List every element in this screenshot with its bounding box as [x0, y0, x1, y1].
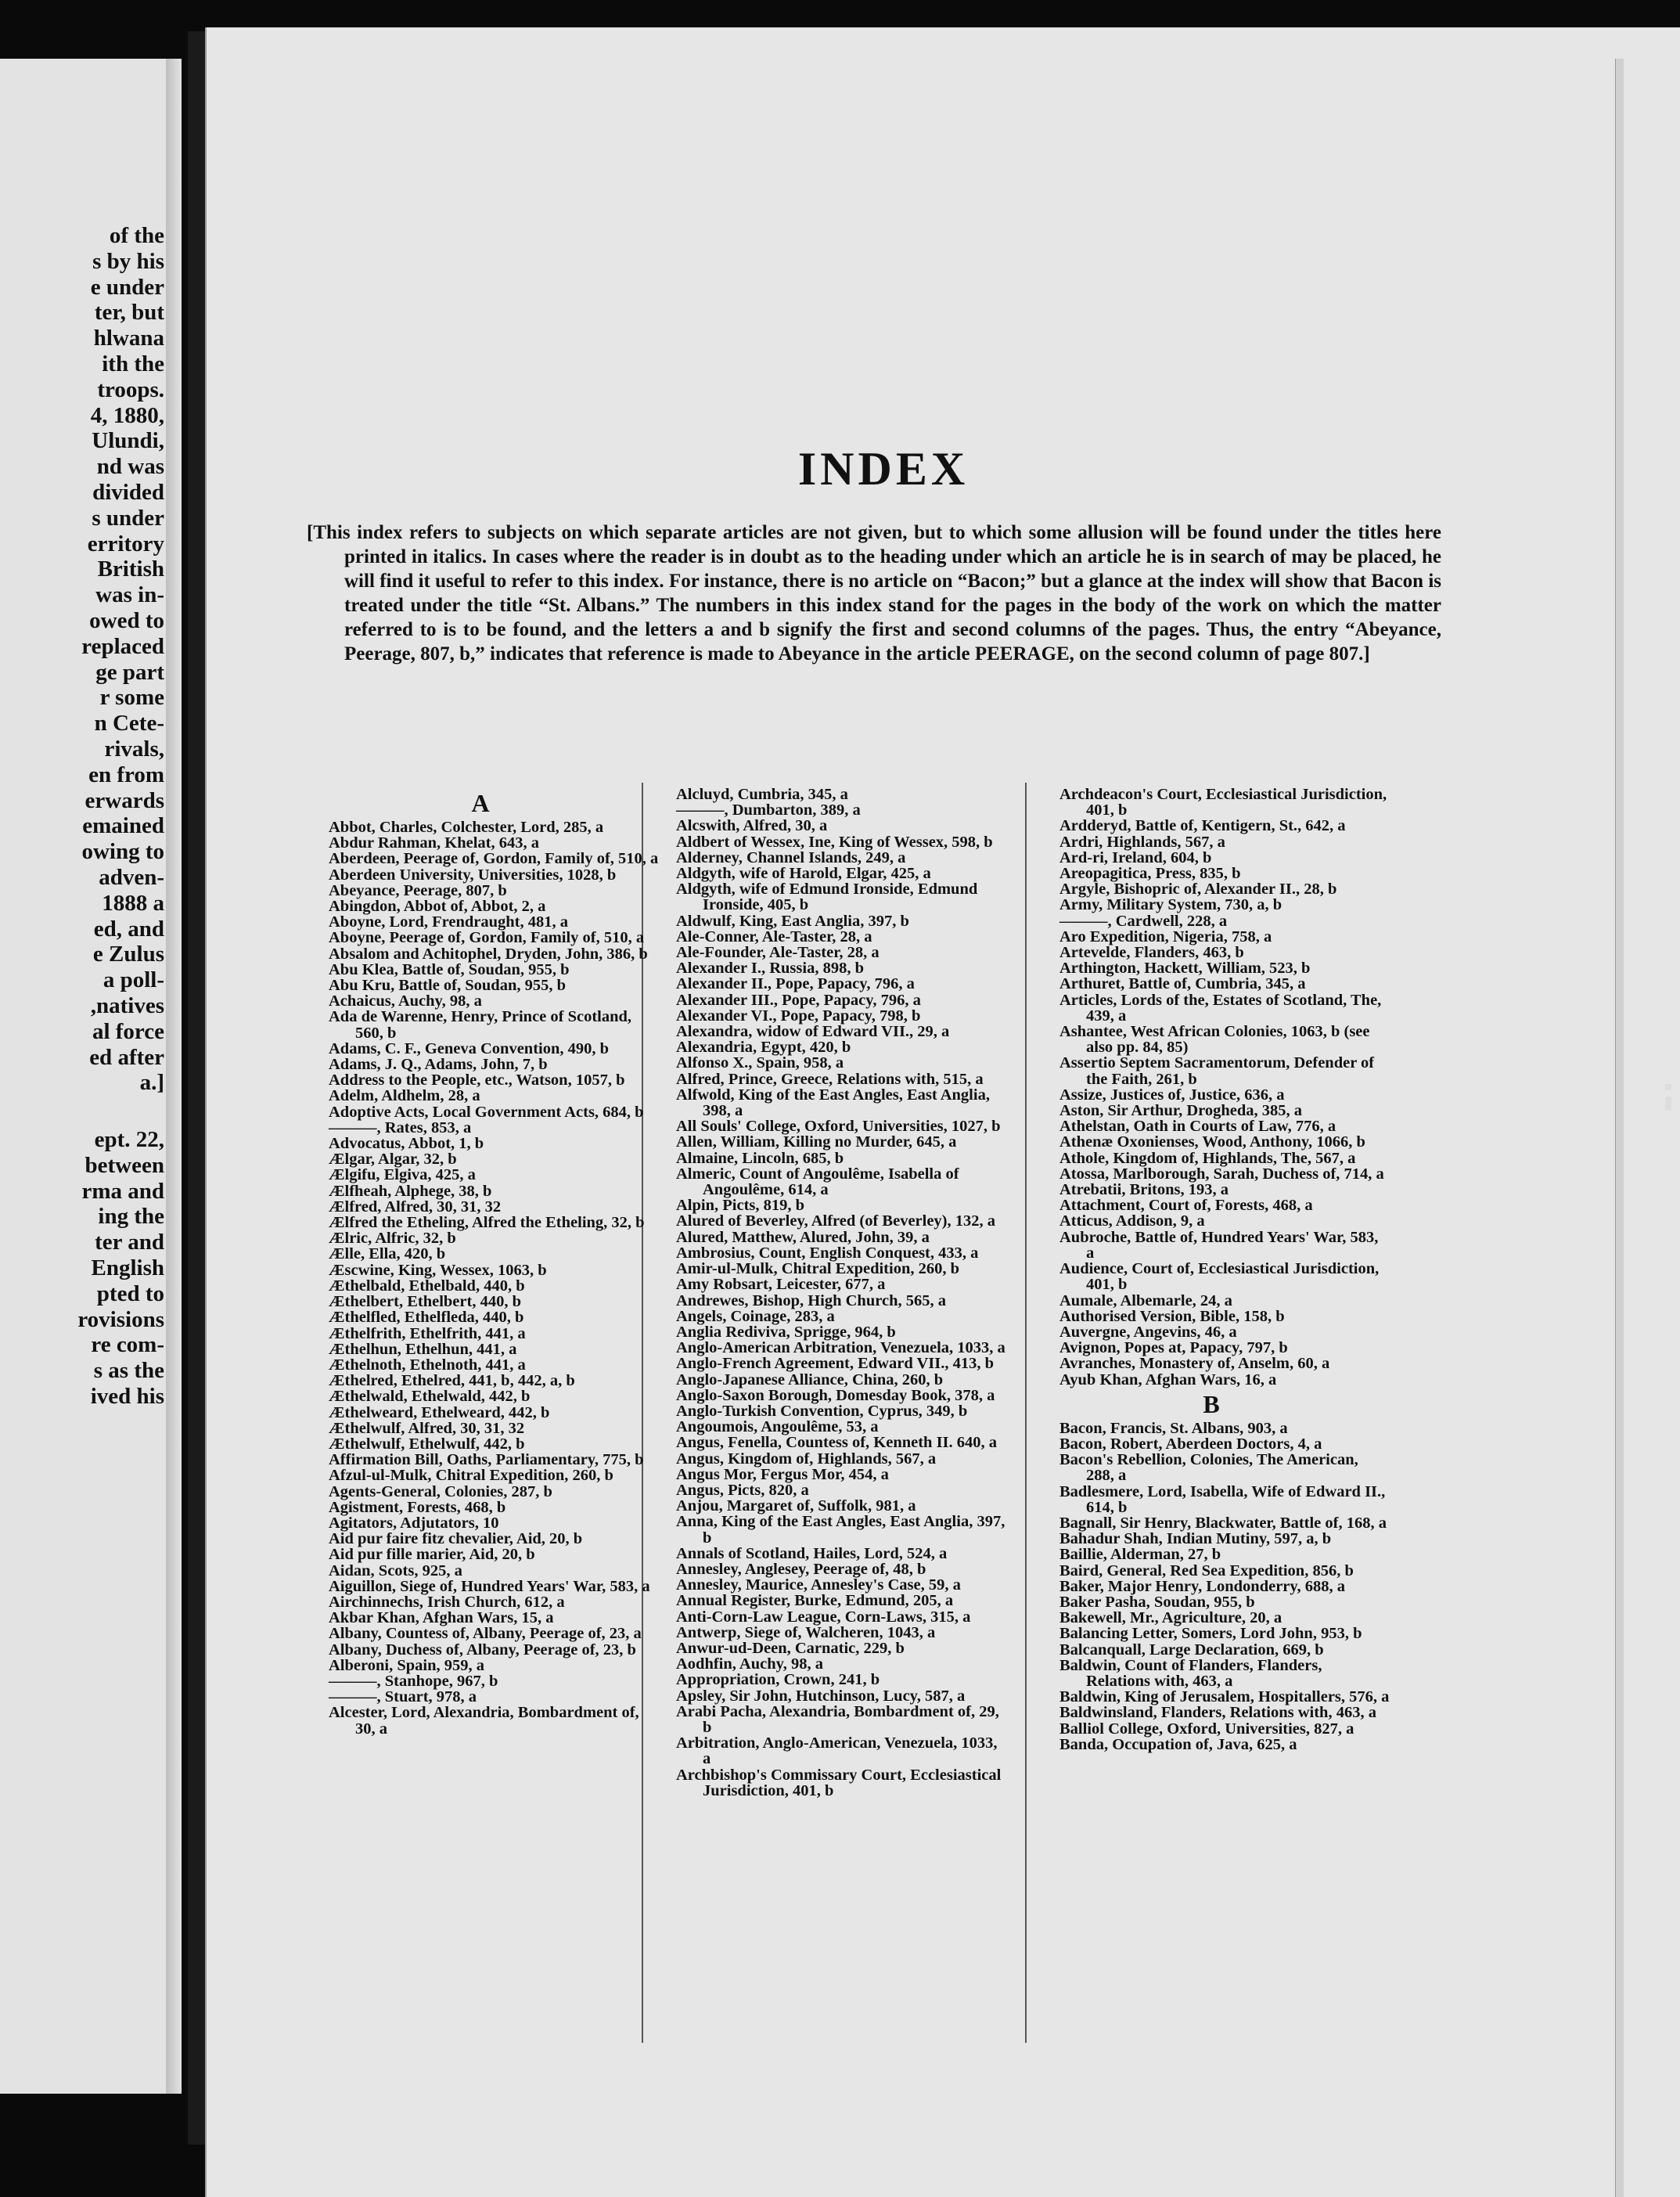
- intro-paragraph: [This index refers to subjects on which separate articles are not given, but to which some allusion will be found under the titles here printed in italics. In cases where the reader is in doubt as to the heading under which an article he is in search of may be placed, he will find it useful to refer to this index. For instance, there is no article on “Bacon;” but a glance at the index will show that Bacon is treated under the title “St. Albans.” The numbers in this index stand for the pages in the body of the work on which the matter referred to is to be found, and the letters a and b signify the first and second columns of the pages. Thus, the entry “Abeyance, Peerage, 807, b,” indicates that reference is made to Abeyance in the article PEERAGE, on the second column of page 807.]: [307, 522, 1441, 665]
- index-entry: ———, Stuart, 978, a: [329, 1688, 477, 1706]
- index-entries: [1033, 787, 1390, 1388]
- left-page-line: rma and: [81, 1178, 164, 1204]
- index-entry: Æscwine, King, Wessex, 1063, b: [329, 1261, 547, 1279]
- index-entry: Alcester, Lord, Alexandria, Bombardment of, 30, a: [329, 1704, 639, 1738]
- left-page-line: a.]: [139, 1070, 164, 1096]
- index-entry: ———, Cardwell, 228, a: [1059, 912, 1228, 930]
- left-page-line: pted to: [96, 1280, 164, 1306]
- left-page-line: rivals,: [104, 736, 164, 762]
- index-entry: Æthelwald, Ethelwald, 442, b: [329, 1388, 531, 1406]
- index-entry: Alderney, Channel Islands, 249, a: [676, 848, 906, 866]
- index-entry: Bacon's Rebellion, Colonies, The American, 288, a: [1059, 1451, 1358, 1485]
- index-entry: Aodhfin, Auchy, 98, a: [676, 1655, 823, 1673]
- left-page-line: British: [97, 556, 164, 582]
- index-entry: Aiguillon, Siege of, Hundred Years' War, 583, a: [329, 1577, 650, 1595]
- index-entry: Archdeacon's Court, Ecclesiastical Jurisdiction, 401, b: [1059, 786, 1387, 819]
- index-entry: Agistment, Forests, 468, b: [329, 1498, 506, 1516]
- index-entry: Assize, Justices of, Justice, 636, a: [1059, 1086, 1285, 1104]
- left-page-line: nd was: [96, 454, 164, 480]
- index-entry: Aldgyth, wife of Harold, Elgar, 425, a: [676, 865, 931, 883]
- index-entry: Baird, General, Red Sea Expedition, 856, b: [1059, 1561, 1354, 1579]
- index-entry: Alcluyd, Cumbria, 345, a: [676, 786, 848, 803]
- index-entry: Anti-Corn-Law League, Corn-Laws, 315, a: [676, 1608, 971, 1626]
- left-page-line: between: [85, 1152, 164, 1178]
- left-page-text: [0, 223, 164, 1410]
- left-page-line: of the: [109, 223, 164, 248]
- index-entry: Archbishop's Commissary Court, Ecclesiastical Jurisdiction, 401, b: [676, 1766, 1002, 1799]
- index-entry: Almaine, Lincoln, 685, b: [676, 1149, 844, 1167]
- left-page-line: n Cete-: [94, 711, 164, 737]
- scan-mark: [1665, 1084, 1671, 1111]
- index-entry: Anna, King of the East Angles, East Anglia, 397, b: [676, 1513, 1005, 1547]
- index-entry: Angels, Coinage, 283, a: [676, 1307, 835, 1325]
- index-entry: Anwur-ud-Deen, Carnatic, 229, b: [676, 1639, 905, 1657]
- index-entry: Ale-Conner, Ale-Taster, 28, a: [676, 927, 872, 945]
- index-entry: Alcswith, Alfred, 30, a: [676, 817, 828, 835]
- index-entry: Atossa, Marlborough, Sarah, Duchess of, 714, a: [1059, 1165, 1384, 1183]
- index-entry: Agitators, Adjutators, 10: [329, 1514, 499, 1532]
- index-entry: Audience, Court of, Ecclesiastical Jurisdiction, 401, b: [1059, 1260, 1380, 1294]
- index-entry: Army, Military System, 730, a, b: [1059, 896, 1282, 914]
- index-entry: Æthelred, Ethelred, 441, b, 442, a, b: [329, 1372, 575, 1390]
- index-entry: Ardri, Highlands, 567, a: [1059, 833, 1225, 851]
- left-page-line: ed, and: [93, 916, 164, 942]
- index-entry: Baker, Major Henry, Londonderry, 688, a: [1059, 1577, 1346, 1595]
- index-entry: Aston, Sir Arthur, Drogheda, 385, a: [1059, 1102, 1303, 1120]
- left-page-line: ing the: [98, 1204, 164, 1230]
- left-page-line: was in-: [95, 582, 164, 608]
- index-entry: Alexandra, widow of Edward VII., 29, a: [676, 1023, 950, 1041]
- index-entry: Annesley, Maurice, Annesley's Case, 59, a: [676, 1576, 961, 1594]
- index-entry: Alberoni, Spain, 959, a: [329, 1656, 484, 1674]
- index-entry: Afzul-ul-Mulk, Chitral Expedition, 260, b: [329, 1467, 613, 1485]
- index-entry: Anglia Rediviva, Sprigge, 964, b: [676, 1323, 896, 1341]
- index-entry: Athelstan, Oath in Courts of Law, 776, a: [1059, 1118, 1336, 1136]
- left-page-line: ,natives: [90, 992, 164, 1018]
- index-entry: Areopagitica, Press, 835, b: [1059, 865, 1241, 883]
- index-entry: All Souls' College, Oxford, Universities, 1027, b: [676, 1118, 1001, 1136]
- index-entry: Bahadur Shah, Indian Mutiny, 597, a, b: [1059, 1530, 1332, 1548]
- index-entry: Aldwulf, King, East Anglia, 397, b: [676, 912, 909, 930]
- index-entry: Anglo-Japanese Alliance, China, 260, b: [676, 1370, 944, 1388]
- index-entry: Anglo-French Agreement, Edward VII., 413, b: [676, 1355, 995, 1373]
- left-page-line: owed to: [89, 607, 164, 633]
- index-entry: Appropriation, Crown, 241, b: [676, 1671, 880, 1689]
- index-entry: Aberdeen University, Universities, 1028, b: [329, 866, 617, 884]
- index-entry: Artevelde, Flanders, 463, b: [1059, 944, 1244, 962]
- section-letter-b: B: [1203, 1389, 1220, 1418]
- left-page-line: Ulundi,: [92, 428, 164, 454]
- index-entry: Alured, Matthew, Alured, John, 39, a: [676, 1228, 930, 1246]
- index-entry: Assertio Septem Sacramentorum, Defender of the Faith, 261, b: [1059, 1054, 1375, 1088]
- index-entry: Ayub Khan, Afghan Wars, 16, a: [1059, 1370, 1277, 1388]
- index-entry: Banda, Occupation of, Java, 625, a: [1059, 1735, 1297, 1753]
- left-page-line: re com-: [91, 1332, 164, 1358]
- index-entry: Badlesmere, Lord, Isabella, Wife of Edward II., 614, b: [1059, 1482, 1386, 1516]
- left-page-line: rovisions: [77, 1306, 164, 1332]
- left-page-line: hlwana: [93, 326, 164, 351]
- left-page-line: s under: [92, 505, 164, 531]
- index-entry: Angus, Fenella, Countess of, Kenneth II. 640, a: [676, 1434, 998, 1452]
- index-entry: Arbitration, Anglo-American, Venezuela, 1033, a: [676, 1734, 998, 1768]
- index-entry: Aid pur fille marier, Aid, 20, b: [329, 1546, 535, 1564]
- index-entry: Ambrosius, Count, English Conquest, 433, a: [676, 1244, 979, 1262]
- index-entry: Aldgyth, wife of Edmund Ironside, Edmund Ironside, 405, b: [676, 881, 978, 914]
- left-page-line: en from: [88, 762, 164, 787]
- index-entry: Ælfred the Etheling, Alfred the Etheling, 32, b: [329, 1214, 645, 1232]
- index-entry: Aro Expedition, Nigeria, 758, a: [1059, 927, 1272, 945]
- index-entry: Avranches, Monastery of, Anselm, 60, a: [1059, 1355, 1330, 1373]
- left-page-line: s as the: [93, 1358, 164, 1384]
- index-entry: Æthelfled, Ethelfleda, 440, b: [329, 1309, 524, 1327]
- index-entry: Ashantee, West African Colonies, 1063, b (see also pp. 84, 85): [1059, 1023, 1370, 1057]
- index-entry: Amir-ul-Mulk, Chitral Expedition, 260, b: [676, 1260, 960, 1278]
- index-entry: Anglo-Saxon Borough, Domesday Book, 378, a: [676, 1386, 995, 1404]
- intro-note: [307, 520, 1441, 666]
- index-entry: Abbot, Charles, Colchester, Lord, 285, a: [329, 819, 604, 836]
- index-entry: Affirmation Bill, Oaths, Parliamentary, 775, b: [329, 1451, 644, 1469]
- index-entry: Andrewes, Bishop, High Church, 565, a: [676, 1291, 946, 1309]
- index-entry: Ard-ri, Ireland, 604, b: [1059, 848, 1212, 866]
- page-edge: [1615, 59, 1624, 2197]
- index-column-1: [302, 787, 659, 1737]
- index-entry: Anglo-Turkish Convention, Cyprus, 349, b: [676, 1402, 968, 1420]
- index-entry: Antwerp, Siege of, Walcheren, 1043, a: [676, 1623, 936, 1641]
- index-entry: Abeyance, Peerage, 807, b: [329, 881, 507, 899]
- index-entry: Baldwinsland, Flanders, Relations with, 463, a: [1059, 1704, 1376, 1722]
- index-entry: Ælfheah, Alphege, 38, b: [329, 1182, 492, 1200]
- index-entry: Æthelwulf, Ethelwulf, 442, b: [329, 1435, 525, 1453]
- left-page-line: ge part: [95, 659, 164, 685]
- index-entry: Airchinnechs, Irish Church, 612, a: [329, 1593, 565, 1611]
- left-page-line: 4, 1880,: [90, 402, 164, 428]
- index-entry: Alexandria, Egypt, 420, b: [676, 1039, 851, 1057]
- left-page-line: erwards: [85, 787, 164, 813]
- index-entry: Aubroche, Battle of, Hundred Years' War, 583, a: [1059, 1228, 1379, 1262]
- page-title: INDEX: [797, 443, 970, 495]
- index-entry: Annesley, Anglesey, Peerage of, 48, b: [676, 1560, 926, 1578]
- index-entry: Aboyne, Lord, Frendraught, 481, a: [329, 913, 569, 931]
- index-entry: Angus, Picts, 820, a: [676, 1481, 809, 1499]
- index-entry: Æthelhun, Ethelhun, 441, a: [329, 1340, 517, 1358]
- index-entry: Akbar Khan, Afghan Wars, 15, a: [329, 1609, 554, 1627]
- index-entry: Albany, Duchess of, Albany, Peerage of, 23, b: [329, 1641, 636, 1659]
- index-entry: Aberdeen, Peerage of, Gordon, Family of, 510, a: [329, 850, 659, 868]
- index-entry: Authorised Version, Bible, 158, b: [1059, 1307, 1285, 1325]
- index-entry: Allen, William, Killing no Murder, 645, a: [676, 1133, 957, 1151]
- index-entry: Æthelbert, Ethelbert, 440, b: [329, 1293, 521, 1311]
- index-entry: Arthington, Hackett, William, 523, b: [1059, 960, 1311, 978]
- index-column-3: [1033, 787, 1390, 1752]
- index-entry: Ælgifu, Elgiva, 425, a: [329, 1166, 476, 1184]
- left-page-line: English: [91, 1255, 164, 1281]
- index-entry: Aumale, Albemarle, 24, a: [1059, 1291, 1232, 1309]
- index-entry: Alfwold, King of the East Angles, East Anglia, 398, a: [676, 1086, 990, 1120]
- index-entry: Attachment, Court of, Forests, 468, a: [1059, 1197, 1313, 1215]
- index-entry: Ælle, Ella, 420, b: [329, 1245, 446, 1263]
- index-entry: Balcanquall, Large Declaration, 669, b: [1059, 1641, 1324, 1659]
- section-letter-a: A: [471, 789, 490, 817]
- index-entry: Abingdon, Abbot of, Abbot, 2, a: [329, 898, 546, 916]
- index-entry: Anjou, Margaret of, Suffolk, 981, a: [676, 1497, 916, 1515]
- index-entry: Æthelbald, Ethelbald, 440, b: [329, 1277, 525, 1295]
- index-entry: Bacon, Robert, Aberdeen Doctors, 4, a: [1059, 1435, 1322, 1453]
- index-entry: Apsley, Sir John, Hutchinson, Lucy, 587, a: [676, 1687, 966, 1705]
- index-entry: Ælric, Alfric, 32, b: [329, 1230, 456, 1248]
- index-entry: Alexander VI., Pope, Papacy, 798, b: [676, 1007, 921, 1025]
- index-entry: Adams, J. Q., Adams, John, 7, b: [329, 1056, 548, 1074]
- left-page-line: replaced: [81, 633, 164, 659]
- left-page-line: ept. 22,: [94, 1127, 164, 1153]
- page-gutter: [166, 59, 182, 2094]
- index-entries: [649, 787, 1006, 1799]
- index-entry: Bakewell, Mr., Agriculture, 20, a: [1059, 1609, 1282, 1627]
- left-page: [0, 59, 182, 2094]
- index-entry: Achaicus, Auchy, 98, a: [329, 992, 482, 1010]
- left-page-line: ith the: [102, 351, 164, 376]
- left-page-line: e under: [90, 274, 164, 300]
- index-entry: Abu Kru, Battle of, Soudan, 955, b: [329, 977, 567, 995]
- index-entry: Amy Robsart, Leicester, 677, a: [676, 1276, 886, 1294]
- left-page-line: a poll-: [103, 967, 164, 993]
- index-entry: Advocatus, Abbot, 1, b: [329, 1135, 484, 1153]
- left-page-line: ived his: [90, 1384, 164, 1410]
- index-entries: [1033, 1421, 1390, 1752]
- index-entry: Ale-Founder, Ale-Taster, 28, a: [676, 944, 880, 962]
- index-entry: Auvergne, Angevins, 46, a: [1059, 1323, 1237, 1341]
- index-entry: Alfred, Prince, Greece, Relations with, 515, a: [676, 1070, 984, 1088]
- index-entry: Atrebatii, Britons, 193, a: [1059, 1181, 1229, 1199]
- index-entry: Balliol College, Oxford, Universities, 827, a: [1059, 1720, 1354, 1738]
- left-page-line: r some: [99, 685, 164, 711]
- index-entry: Ælgar, Algar, 32, b: [329, 1151, 457, 1169]
- index-entry: Aboyne, Peerage of, Gordon, Family of, 510, a: [329, 929, 645, 947]
- index-entry: Baillie, Alderman, 27, b: [1059, 1546, 1221, 1564]
- left-page-line: ter, but: [94, 300, 164, 326]
- right-page: [205, 27, 1680, 2197]
- left-page-line: s by his: [92, 248, 164, 274]
- index-entry: Alexander II., Pope, Papacy, 796, a: [676, 975, 915, 993]
- index-entry: Baldwin, Count of Flanders, Flanders, Relations with, 463, a: [1059, 1656, 1322, 1690]
- left-page-line: ed after: [89, 1044, 164, 1070]
- index-entry: ———, Rates, 853, a: [329, 1118, 472, 1136]
- left-page-line: [0, 1096, 164, 1127]
- index-entry: Atticus, Addison, 9, a: [1059, 1212, 1205, 1230]
- index-entry: Bagnall, Sir Henry, Blackwater, Battle of, 168, a: [1059, 1514, 1387, 1532]
- index-entry: Adoptive Acts, Local Government Acts, 684, b: [329, 1103, 644, 1121]
- index-entry: Address to the People, etc., Watson, 1057, b: [329, 1071, 625, 1089]
- index-entry: Alexander I., Russia, 898, b: [676, 960, 864, 978]
- index-entry: Balancing Letter, Somers, Lord John, 953, b: [1059, 1625, 1362, 1643]
- index-entry: Argyle, Bishopric of, Alexander II., 28, b: [1059, 881, 1337, 899]
- index-entry: Albany, Countess of, Albany, Peerage of, 23, a: [329, 1625, 642, 1643]
- index-entry: Anglo-American Arbitration, Venezuela, 1033, a: [676, 1339, 1005, 1357]
- index-entry: Agents-General, Colonies, 287, b: [329, 1482, 552, 1500]
- index-entry: Aidan, Scots, 925, a: [329, 1561, 462, 1579]
- left-page-line: al force: [92, 1018, 164, 1044]
- index-entry: Aid pur faire fitz chevalier, Aid, 20, b: [329, 1530, 583, 1548]
- index-entry: Bacon, Francis, St. Albans, 903, a: [1059, 1419, 1288, 1437]
- index-entry: Absalom and Achitophel, Dryden, John, 386, b: [329, 945, 648, 963]
- left-page-line: divided: [92, 479, 164, 505]
- index-entry: Æthelweard, Ethelweard, 442, b: [329, 1403, 550, 1421]
- index-entry: Athole, Kingdom of, Highlands, The, 567, a: [1059, 1149, 1356, 1167]
- index-entries: [302, 819, 659, 1737]
- index-entry: Articles, Lords of the, Estates of Scotland, The, 439, a: [1059, 991, 1382, 1025]
- index-entry: ———, Stanhope, 967, b: [329, 1672, 498, 1690]
- index-entry: Angoumois, Angoulême, 53, a: [676, 1418, 879, 1436]
- index-entry: Ardderyd, Battle of, Kentigern, St., 642, a: [1059, 817, 1346, 835]
- index-entry: Annals of Scotland, Hailes, Lord, 524, a: [676, 1544, 948, 1562]
- index-entry: Arabi Pacha, Alexandria, Bombardment of, 29, b: [676, 1702, 999, 1736]
- left-page-line: erritory: [87, 531, 164, 556]
- index-entry: Abdur Rahman, Khelat, 643, a: [329, 834, 540, 852]
- index-entry: Æthelnoth, Ethelnoth, 441, a: [329, 1356, 526, 1374]
- index-entry: Arthuret, Battle of, Cumbria, 345, a: [1059, 975, 1306, 993]
- index-entry: Baker Pasha, Soudan, 955, b: [1059, 1593, 1255, 1611]
- index-entry: Aldbert of Wessex, Ine, King of Wessex, 598, b: [676, 833, 993, 851]
- index-entry: Alpin, Picts, 819, b: [676, 1197, 805, 1215]
- left-page-line: e Zulus: [92, 942, 164, 967]
- left-page-line: ter and: [95, 1230, 164, 1255]
- index-entry: Abu Klea, Battle of, Soudan, 955, b: [329, 960, 570, 978]
- left-page-line: troops.: [97, 376, 164, 402]
- index-entry: Angus, Kingdom of, Highlands, 567, a: [676, 1450, 937, 1468]
- index-entry: Ada de Warenne, Henry, Prince of Scotland, 560, b: [329, 1008, 632, 1042]
- left-page-line: 1888 a: [102, 890, 164, 916]
- index-entry: Baldwin, King of Jerusalem, Hospitallers, 576, a: [1059, 1688, 1390, 1706]
- index-entry: Æthelfrith, Ethelfrith, 441, a: [329, 1324, 526, 1342]
- index-entry: Athenæ Oxonienses, Wood, Anthony, 1066, b: [1059, 1133, 1365, 1151]
- index-entry: Almeric, Count of Angoulême, Isabella of Angoulême, 614, a: [676, 1165, 959, 1199]
- index-entry: Angus Mor, Fergus Mor, 454, a: [676, 1465, 889, 1483]
- index-entry: Alured of Beverley, Alfred (of Beverley), 132, a: [676, 1212, 996, 1230]
- index-entry: Avignon, Popes at, Papacy, 797, b: [1059, 1339, 1288, 1357]
- column-rule: [1025, 783, 1027, 2043]
- index-entry: Ælfred, Alfred, 30, 31, 32: [329, 1198, 502, 1216]
- index-entry: Adelm, Aldhelm, 28, a: [329, 1087, 480, 1105]
- index-entry: Alfonso X., Spain, 958, a: [676, 1054, 844, 1072]
- index-entry: Alexander III., Pope, Papacy, 796, a: [676, 991, 921, 1009]
- index-entry: Annual Register, Burke, Edmund, 205, a: [676, 1592, 954, 1610]
- index-entry: Adams, C. F., Geneva Convention, 490, b: [329, 1039, 610, 1057]
- index-entry: ———, Dumbarton, 389, a: [676, 801, 861, 819]
- left-page-line: adven-: [99, 864, 164, 890]
- index-column-2: [649, 787, 1006, 1799]
- index-entry: Æthelwulf, Alfred, 30, 31, 32: [329, 1419, 525, 1437]
- left-page-line: owing to: [81, 839, 164, 865]
- left-page-line: emained: [82, 813, 164, 839]
